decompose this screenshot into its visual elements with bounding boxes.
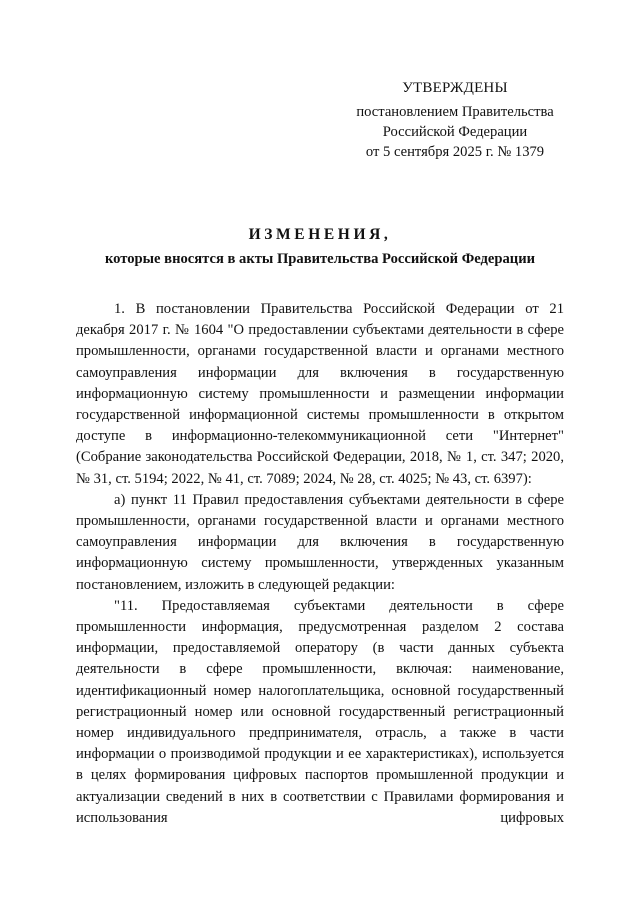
approval-line-decree: постановлением Правительства <box>356 104 554 120</box>
document-body <box>76 299 564 829</box>
approval-line-date: от 5 сентября 2025 г. № 1379 <box>365 144 545 160</box>
paragraph-2: а) пункт 11 Правил предоставления субъектами деятельности в сфере промышленности, органами государственной власти и органами местного самоуправления информации для включения в государственную информационную систему промышленности, утвержденных указанным постановлением, изложить в следующей редакции: <box>76 491 564 593</box>
approval-heading: УТВЕРЖДЕНЫ <box>402 80 508 96</box>
document-title: ИЗМЕНЕНИЯ, <box>248 226 392 243</box>
approval-block <box>340 78 570 162</box>
approval-line-country: Российской Федерации <box>382 124 528 140</box>
paragraph-1: 1. В постановлении Правительства Российской Федерации от 21 декабря 2017 г. № 1604 "О предоставлении субъектами деятельности в сфере промышленности, органами государственной власти и органами местного самоуправления информации для включения в государственную информационную систему промышленности и размещении информации государственной информационной системы промышленности в открытом доступе в информационно-телекоммуникационной сети "Интернет" (Собрание законодательства Российской Федерации, 2018, № 1, ст. 347; 2020, № 31, ст. 5194; 2022, № 41, ст. 7089; 2024, № 28, ст. 4025; № 43, ст. 6397): <box>76 301 564 487</box>
paragraph-3: "11. Предоставляемая субъектами деятельности в сфере промышленности информация, предусмотренная разделом 2 состава информации, предоставляемой оператору (в части данных субъекта деятельности в сфере промышленности, включая: наименование, идентификационный номер налогоплательщика, основной государственный регистрационный номер или основной государственный регистрационный номер индивидуального предпринимателя, отрасль, а также в части информации о производимой продукции и ее характеристиках), используется в целях формирования цифровых паспортов промышленной продукции и актуализации сведений в них в соответствии с Правилами формирования и использования цифровых <box>76 597 564 826</box>
document-subtitle: которые вносятся в акты Правительства Российской Федерации <box>104 251 536 267</box>
